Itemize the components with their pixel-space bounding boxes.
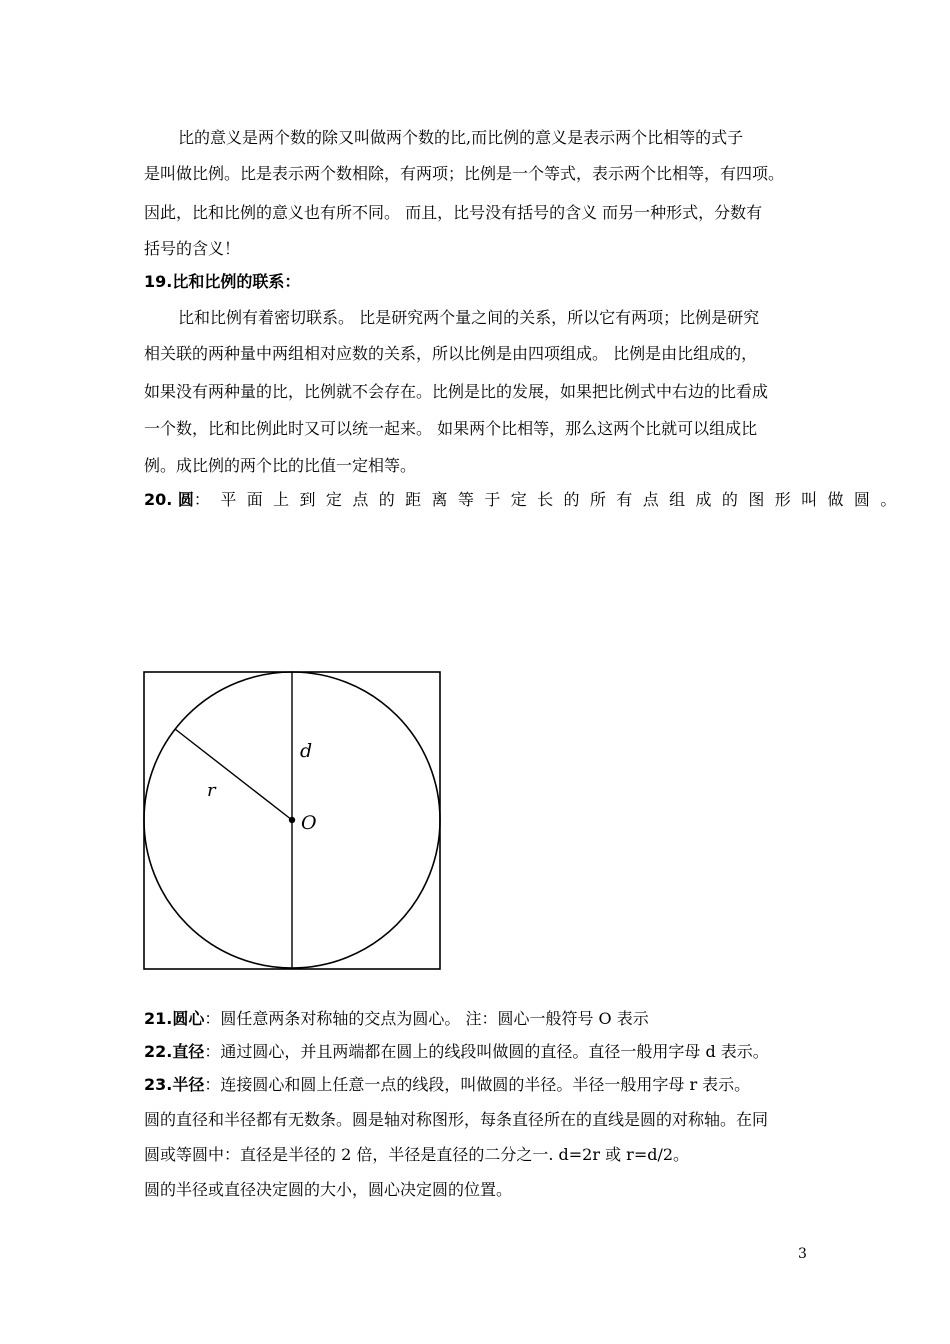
definition-text: ：圆任意两条对称轴的交点为圆心。 注：圆心一般符号 O 表示	[204, 1009, 649, 1028]
text-line: 圆或等圆中：直径是半径的 2 倍，半径是直径的二分之一. d=2r 或 r=d/2。	[144, 1145, 690, 1164]
term-label: 20. 圆	[144, 490, 194, 509]
section-heading: 19.比和比例的联系：	[144, 272, 301, 291]
text-line: 圆的半径或直径决定圆的大小，圆心决定圆的位置。	[144, 1180, 513, 1199]
text-line: 括号的含义！	[144, 239, 241, 258]
term-label: 22.直径	[144, 1042, 205, 1061]
definition-item	[144, 1075, 750, 1095]
circle-diagram	[143, 671, 441, 970]
center-point	[289, 817, 295, 823]
text-line: 比和比例有着密切联系。 比是研究两个量之间的关系，所以它有两项；比例是研究	[178, 308, 760, 327]
text-line: 圆的直径和半径都有无数条。圆是轴对称图形，每条直径所在的直线是圆的对称轴。在同	[144, 1110, 769, 1129]
page-number: 3	[798, 1246, 807, 1262]
definition-item	[144, 1009, 649, 1029]
text-line: 相关联的两种量中两组相对应数的关系，所以比例是由四项组成。 比例是由比组成的，	[144, 344, 758, 363]
text-line: 一个数，比和比例此时又可以统一起来。 如果两个比相等，那么这两个比就可以组成比	[144, 419, 758, 438]
definition-text: ：连接圆心和圆上任意一点的线段，叫做圆的半径。半径一般用字母 r 表示。	[204, 1075, 751, 1094]
term-colon: ：	[193, 490, 221, 509]
text-line: 如果没有两种量的比，比例就不会存在。比例是比的发展，如果把比例式中右边的比看成	[144, 382, 769, 401]
term-label: 21.圆心	[144, 1009, 205, 1028]
term-label: 23.半径	[144, 1075, 205, 1094]
definition-text: ：通过圆心，并且两端都在圆上的线段叫做圆的直径。直径一般用字母 d 表示。	[204, 1042, 769, 1061]
diameter-label: d	[300, 740, 313, 762]
text-line: 例。成比例的两个比的比值一定相等。	[144, 456, 417, 475]
text-line: 比的意义是两个数的除又叫做两个数的比,而比例的意义是表示两个比相等的式子	[178, 128, 744, 147]
text-line: 因此，比和比例的意义也有所不同。 而且，比号没有括号的含义 而另一种形式，分数有	[144, 203, 763, 222]
definition-item	[144, 490, 907, 510]
definition-text: 平面上到定点的距离等于定长的所有点组成的图形叫做圆。	[220, 490, 907, 509]
text-line: 是叫做比例。比是表示两个数相除，有两项；比例是一个等式，表示两个比相等，有四项。	[144, 164, 785, 183]
radius-label: r	[207, 780, 216, 801]
center-label: O	[301, 812, 317, 834]
definition-item	[144, 1042, 769, 1062]
